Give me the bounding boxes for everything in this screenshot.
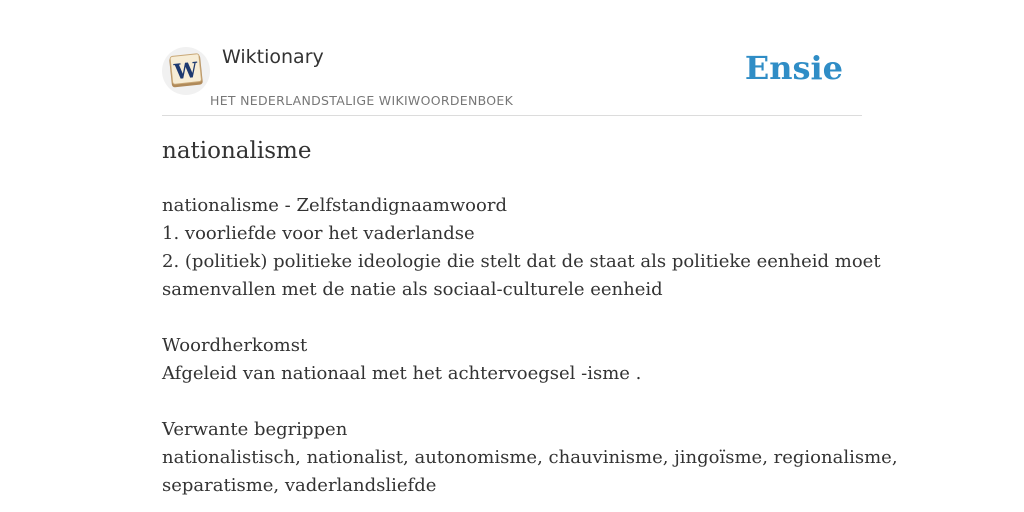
definition-item-2-line-2: samenvallen met de natie als sociaal-culturele eenheid — [162, 279, 663, 300]
page-title: nationalisme — [162, 138, 312, 164]
ensie-brand-link[interactable]: Ensie — [744, 49, 843, 87]
related-terms-line-2: separatisme, vaderlandsliefde — [162, 475, 437, 496]
definition-item-1: 1. voorliefde voor het vaderlandse — [162, 223, 475, 244]
related-terms-heading: Verwante begrippen — [162, 419, 348, 440]
wiktionary-logo[interactable] — [162, 47, 210, 95]
spacer — [162, 388, 872, 416]
entry-content — [162, 192, 898, 500]
etymology-heading: Woordherkomst — [162, 335, 308, 356]
definition-heading: nationalisme - Zelfstandignaamwoord — [162, 195, 507, 216]
wiktionary-tile-icon — [162, 47, 210, 95]
site-tagline: HET NEDERLANDSTALIGE WIKIWOORDENBOEK — [210, 93, 514, 108]
logo-letter: W — [172, 56, 199, 85]
definition-item-2-line-1: 2. (politiek) politieke ideologie die stelt dat de staat als politieke eenheid moet — [162, 251, 881, 272]
site-header — [162, 40, 862, 116]
related-terms-line-1: nationalistisch, nationalist, autonomisme, chauvinisme, jingoïsme, regionalisme, — [162, 447, 898, 468]
spacer — [162, 304, 872, 332]
etymology-text: Afgeleid van nationaal met het achtervoegsel -isme . — [162, 363, 642, 384]
site-name[interactable]: Wiktionary — [222, 46, 324, 68]
